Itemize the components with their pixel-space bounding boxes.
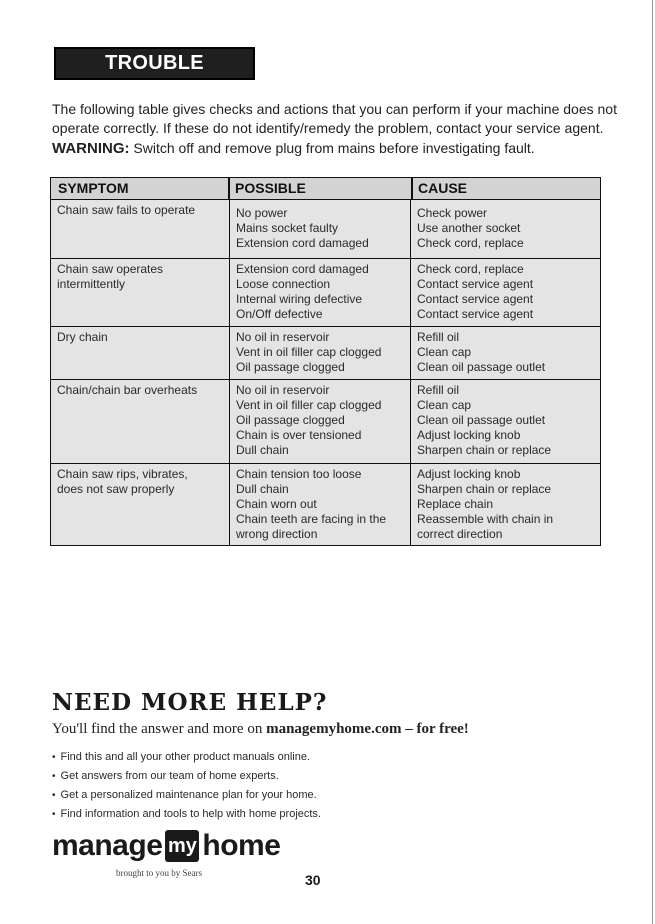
- possible-cell: [229, 327, 411, 379]
- cause-cell: [411, 327, 600, 379]
- warning-text: Switch off and remove plug from mains before investigating fault.: [129, 140, 535, 156]
- possible-text: Chain is over tensioned: [236, 428, 362, 442]
- possible-text: Oil passage clogged: [236, 413, 345, 427]
- header-symptom: SYMPTOM: [58, 180, 129, 196]
- cause-text: Clean oil passage outlet: [417, 413, 546, 427]
- help-subtitle-text: You'll find the answer and more on: [52, 721, 267, 737]
- warning-note: [52, 139, 612, 158]
- symptom-cell: [51, 380, 229, 463]
- table-row: [51, 259, 600, 327]
- cause-text: Check power: [417, 206, 488, 220]
- cause-text: correct direction: [417, 527, 503, 541]
- cause-text: Sharpen chain or replace: [417, 443, 552, 457]
- header-cause: CAUSE: [418, 180, 468, 196]
- symptom-text: Chain/chain bar overheats: [57, 383, 198, 397]
- possible-text: Extension cord damaged: [236, 262, 369, 276]
- possible-text: Chain teeth are facing in the: [236, 512, 387, 526]
- logo-manage: manage: [52, 829, 163, 862]
- possible-cell: [229, 464, 411, 545]
- list-item: • Get a personalized maintenance plan for your home.: [52, 786, 552, 805]
- cause-text: Check cord, replace: [417, 236, 524, 250]
- help-subtitle: [52, 721, 469, 738]
- cause-text: Replace chain: [417, 497, 494, 511]
- help-site-link[interactable]: managemyhome.com – for free!: [266, 721, 469, 737]
- possible-text: No power: [236, 206, 288, 220]
- logo-my-box: my: [165, 830, 199, 862]
- cause-text: Refill oil: [417, 383, 460, 397]
- cause-text: Use another socket: [417, 221, 521, 235]
- symptom-text: Dry chain: [57, 330, 108, 344]
- possible-text: No oil in reservoir: [236, 383, 330, 397]
- cause-text: Reassemble with chain in: [417, 512, 554, 526]
- sears-tagline: brought to you by Sears: [116, 868, 202, 878]
- cause-text: Contact service agent: [417, 307, 534, 321]
- cause-cell: [411, 464, 600, 545]
- intro-paragraph: [52, 100, 617, 138]
- symptom-cell: [51, 259, 229, 326]
- list-item: • Find information and tools to help with home projects.: [52, 805, 552, 824]
- symptom-cell: [51, 464, 229, 545]
- page-number: 30: [305, 872, 321, 888]
- possible-text: Mains socket faulty: [236, 221, 339, 235]
- possible-text: Loose connection: [236, 277, 331, 291]
- symptom-cell: [51, 200, 229, 258]
- managemyhome-logo: [52, 828, 280, 864]
- cause-text: Clean cap: [417, 398, 472, 412]
- table-row: [51, 200, 600, 259]
- cause-text: Sharpen chain or replace: [417, 482, 552, 496]
- troubleshooting-table: [50, 177, 601, 546]
- possible-text: Dull chain: [236, 443, 289, 457]
- logo-home: home: [202, 829, 281, 862]
- possible-cell: [229, 259, 411, 326]
- symptom-text: does not saw properly: [57, 482, 175, 496]
- table-header-row: [51, 178, 600, 200]
- possible-text: Extension cord damaged: [236, 236, 369, 250]
- intro-line-1: The following table gives checks and actions that you can perform if your machine does not: [52, 101, 617, 117]
- table-row: [51, 327, 600, 380]
- possible-cell: [229, 200, 411, 258]
- possible-text: On/Off defective: [236, 307, 323, 321]
- possible-text: No oil in reservoir: [236, 330, 330, 344]
- symptom-cell: [51, 327, 229, 379]
- header-possible: POSSIBLE: [235, 180, 306, 196]
- cause-text: Contact service agent: [417, 277, 534, 291]
- possible-text: Oil passage clogged: [236, 360, 345, 374]
- possible-text: Vent in oil filler cap clogged: [236, 398, 382, 412]
- possible-text: Internal wiring defective: [236, 292, 363, 306]
- symptom-text: Chain saw operates: [57, 262, 164, 276]
- cause-text: Contact service agent: [417, 292, 534, 306]
- cause-cell: [411, 259, 600, 326]
- symptom-text: intermittently: [57, 277, 126, 291]
- list-item: • Find this and all your other product manuals online.: [52, 748, 552, 767]
- cause-text: Refill oil: [417, 330, 460, 344]
- possible-text: wrong direction: [236, 527, 318, 541]
- help-title: NEED MORE HELP?: [52, 689, 328, 716]
- cause-text: Check cord, replace: [417, 262, 524, 276]
- help-bullet-list: [52, 748, 552, 824]
- possible-cell: [229, 380, 411, 463]
- table-row: [51, 380, 600, 464]
- possible-text: Dull chain: [236, 482, 289, 496]
- table-row: [51, 464, 600, 545]
- possible-text: Vent in oil filler cap clogged: [236, 345, 382, 359]
- possible-text: Chain worn out: [236, 497, 317, 511]
- symptom-text: Chain saw rips, vibrates,: [57, 467, 188, 481]
- page-edge-line: [652, 0, 653, 924]
- possible-text: Chain tension too loose: [236, 467, 362, 481]
- cause-text: Adjust locking knob: [417, 467, 521, 481]
- warning-label: WARNING:: [52, 140, 130, 157]
- cause-text: Clean cap: [417, 345, 472, 359]
- list-item: • Get answers from our team of home experts.: [52, 767, 552, 786]
- cause-text: Clean oil passage outlet: [417, 360, 546, 374]
- cause-cell: [411, 380, 600, 463]
- intro-line-2: operate correctly. If these do not identify/remedy the problem, contact your service agent.: [52, 120, 604, 136]
- cause-cell: [411, 200, 600, 258]
- cause-text: Adjust locking knob: [417, 428, 521, 442]
- symptom-text: Chain saw fails to operate: [57, 203, 196, 217]
- section-banner: TROUBLE SHOOTING: [54, 47, 255, 80]
